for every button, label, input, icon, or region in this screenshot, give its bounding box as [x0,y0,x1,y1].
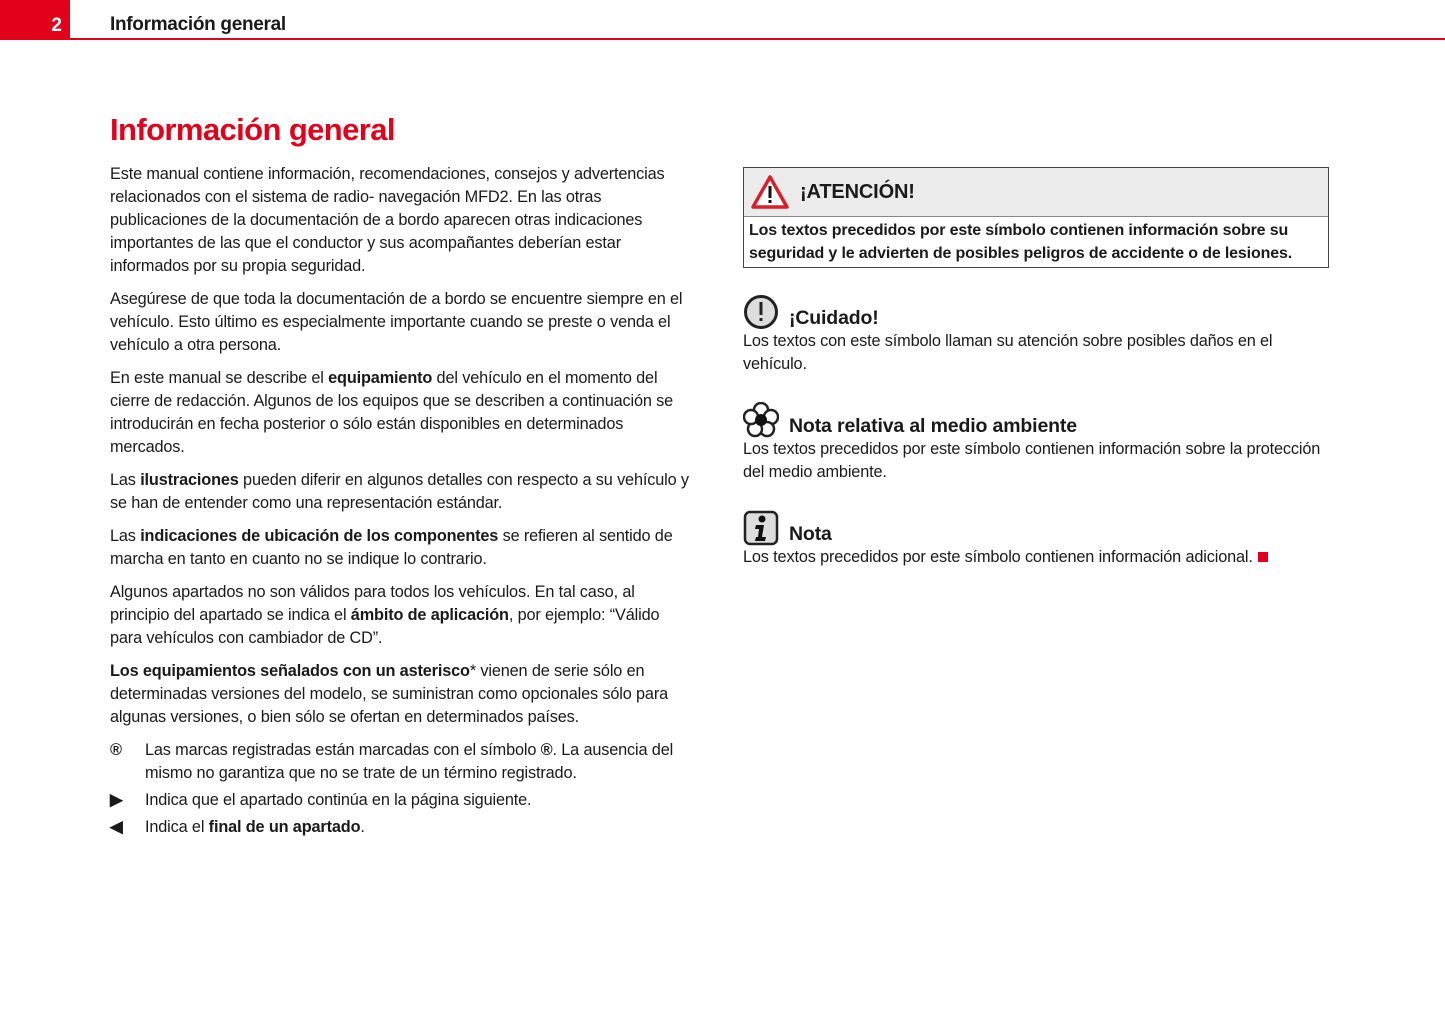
warning-text: Los textos precedidos por este símbolo contienen información sobre su seguridad y le advierten de posibles peligros de accidente o de lesiones. [749,222,1293,262]
text: En este manual se describe el [110,369,329,387]
text: Algunos apartados no son válidos para todos los vehículos. En tal caso, al principio del apartado se indica el [110,583,635,624]
environment-section [743,398,1329,484]
flower-icon [743,402,779,438]
bold-text: equipamiento [328,369,433,387]
text: Indica el [145,818,209,836]
warning-triangle-icon [750,174,790,210]
paragraph [110,469,695,515]
page-title: Información general [110,112,395,147]
text: . La ausencia del mismo no garantiza que no se trate de un término registrado. [145,741,674,782]
caution-section [743,290,1329,376]
caution-text: Los textos con este símbolo llaman su atención sobre posibles daños en el vehículo. [743,332,1273,373]
list-item [110,789,695,812]
arrow-left-icon: ◀ [110,818,123,836]
note-title: Nota [789,523,832,545]
note-paragraph [743,546,1329,569]
text: se refieren al sentido de marcha en tanto en cuanto no se indique lo contrario. [110,527,673,568]
caution-icon [743,294,779,330]
bold-text: final de un apartado [208,818,361,836]
paragraph [110,581,695,650]
bold-text: Los equipamientos señalados con un asterisco [110,662,470,680]
warning-header [744,168,1328,217]
right-column [743,167,1329,569]
text: Las [110,527,141,545]
paragraph [110,367,695,459]
environment-text: Los textos precedidos por este símbolo contienen información sobre la protección del medio ambiente. [743,440,1321,481]
bold-text: ® [540,741,553,759]
text: Las marcas registradas están marcadas con el símbolo [145,741,541,759]
left-column [110,163,695,843]
paragraph: Este manual contiene información, recomendaciones, consejos y advertencias relacionados con el sistema de radio- navegación MFD2. En las otras publicaciones de la documentación de a bordo aparecen otras indicaciones importantes de las que el conductor y sus acompañantes deberían estar informados por su propia seguridad. [110,165,665,275]
bold-text: indicaciones de ubicación de los componentes [140,527,499,545]
paragraph [110,525,695,571]
bold-text: ilustraciones [140,471,239,489]
environment-title: Nota relativa al medio ambiente [789,415,1077,437]
list-item [110,816,695,839]
page-number: 2 [0,0,70,40]
note-section [743,506,1329,569]
registered-icon: ® [110,741,122,759]
paragraph: Asegúrese de que toda la documentación de a bordo se encuentre siempre en el vehículo. Esto último es especialmente importante cuando se preste o venda el vehículo a otra persona. [110,290,683,354]
text: * vienen de serie sólo en determinadas versiones del modelo, se suministran como opcionales sólo para algunas versiones, o bien sólo se ofertan en determinados países. [110,662,668,726]
paragraph [110,660,695,729]
text: Indica que el apartado continúa en la página siguiente. [145,791,532,809]
warning-title: ¡ATENCIÓN! [800,180,915,203]
text: Las [110,471,141,489]
section-end-icon [1258,552,1268,562]
text: pueden diferir en algunos detalles con respecto a su vehículo y se han de entender como una representación estándar. [110,471,689,512]
bold-text: ámbito de aplicación [350,606,509,624]
running-header: Información general [110,14,286,35]
text: , por ejemplo: “Válido para vehículos con cambiador de CD”. [110,606,660,647]
note-text: Los textos precedidos por este símbolo contienen información adicional. [743,548,1253,566]
list-item [110,739,695,785]
info-icon [743,510,779,546]
caution-title: ¡Cuidado! [789,307,879,329]
header-rule [70,38,1445,40]
text: del vehículo en el momento del cierre de redacción. Algunos de los equipos que se describen a continuación se introducirán en fecha posterior o sólo están disponibles en determinados mercados. [110,369,674,456]
warning-box [743,167,1329,268]
text: . [360,818,365,836]
arrow-right-icon: ▶ [110,791,123,809]
